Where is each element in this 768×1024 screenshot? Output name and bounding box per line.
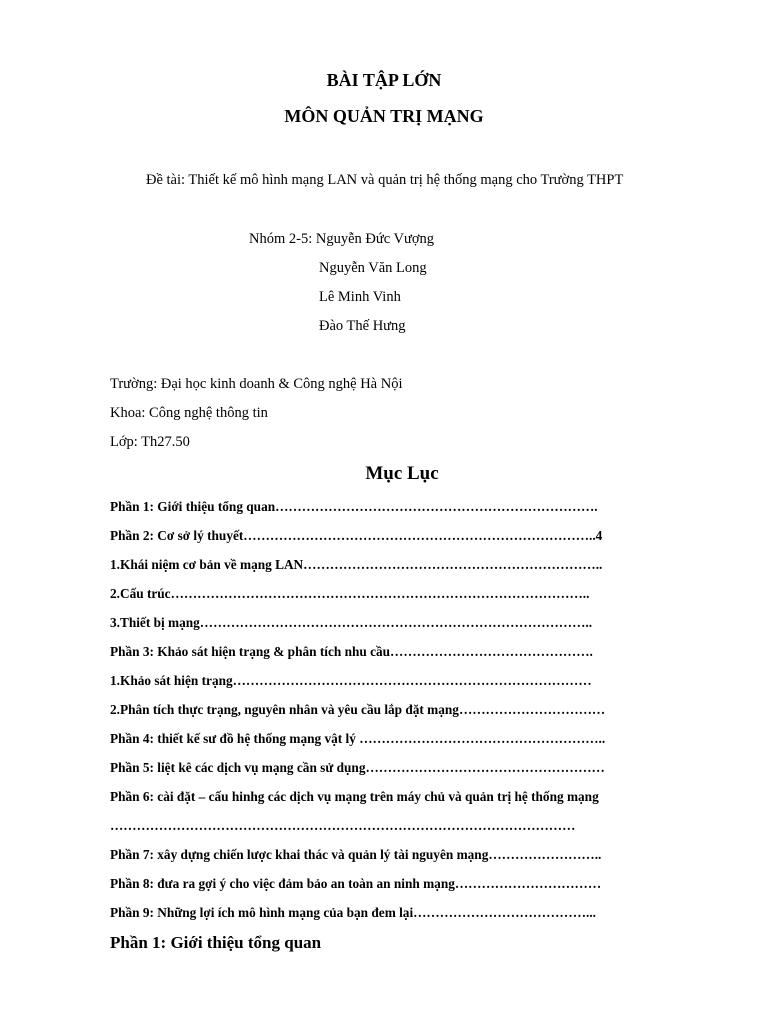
toc-item: Phần 9: Những lợi ích mô hình mạng của bạn đem lại…………………………………... (110, 905, 596, 920)
toc-item: 3.Thiết bị mạng…………………………………………………………………………….. (110, 615, 593, 630)
toc-item: Phần 2: Cơ sở lý thuyết……………………………………………………………………..4 (110, 528, 603, 543)
school-text: Trường: Đại học kinh doanh & Công nghệ Hà Nội (110, 376, 403, 392)
toc-item: Phần 8: đưa ra gợi ý cho việc đảm bảo an toàn an ninh mạng…………………………… (110, 876, 602, 891)
topic-text: Đề tài: Thiết kế mô hình mạng LAN và quản trị hệ thống mạng cho Trường THPT (146, 172, 624, 188)
group-label: Nhóm 2-5: Nguyễn Đức Vượng (249, 231, 435, 247)
toc-item: 2.Phân tích thực trạng, nguyên nhân và yêu cầu lắp đặt mạng…………………………… (110, 702, 606, 717)
toc-item: Phần 7: xây dựng chiến lược khai thác và quản lý tài nguyên mạng…………………….. (110, 847, 602, 862)
faculty-text: Khoa: Công nghệ thông tin (110, 405, 268, 421)
toc-item: …………………………………………………………………………………………… (110, 818, 576, 833)
toc-item: Phần 5: liệt kê các dịch vụ mạng cần sử dụng……………………………………………… (110, 760, 605, 775)
toc-item: 1.Khảo sát hiện trạng……………………………………………………………………… (110, 673, 592, 688)
toc-heading: Mục Lục (365, 463, 439, 484)
title-line-1: BÀI TẬP LỚN (326, 70, 442, 90)
toc-item: Phần 3: Khảo sát hiện trạng & phân tích nhu cầu………………………………………. (110, 644, 593, 659)
toc-item: 2.Cấu trúc………………………………………………………………………………….. (110, 586, 590, 601)
group-member: Đào Thế Hưng (319, 318, 406, 334)
group-member: Lê Minh Vinh (319, 289, 401, 305)
toc-item: Phần 1: Giới thiệu tổng quan………………………………………………………………. (110, 499, 598, 514)
toc-item: 1.Khái niệm cơ bản về mạng LAN………………………………………………………….. (110, 557, 603, 572)
toc-item: Phần 6: cài đặt – cấu hinhg các dịch vụ mạng trên máy chủ và quản trị hệ thống mạng (110, 789, 599, 804)
title-line-2: MÔN QUẢN TRỊ MẠNG (284, 106, 484, 126)
section-heading: Phần 1: Giới thiệu tổng quan (110, 933, 322, 952)
toc-item: Phần 4: thiết kế sư đồ hệ thống mạng vật lý ……………………………………………….. (110, 731, 606, 746)
group-member: Nguyễn Văn Long (319, 260, 427, 276)
class-text: Lớp: Th27.50 (110, 434, 190, 450)
